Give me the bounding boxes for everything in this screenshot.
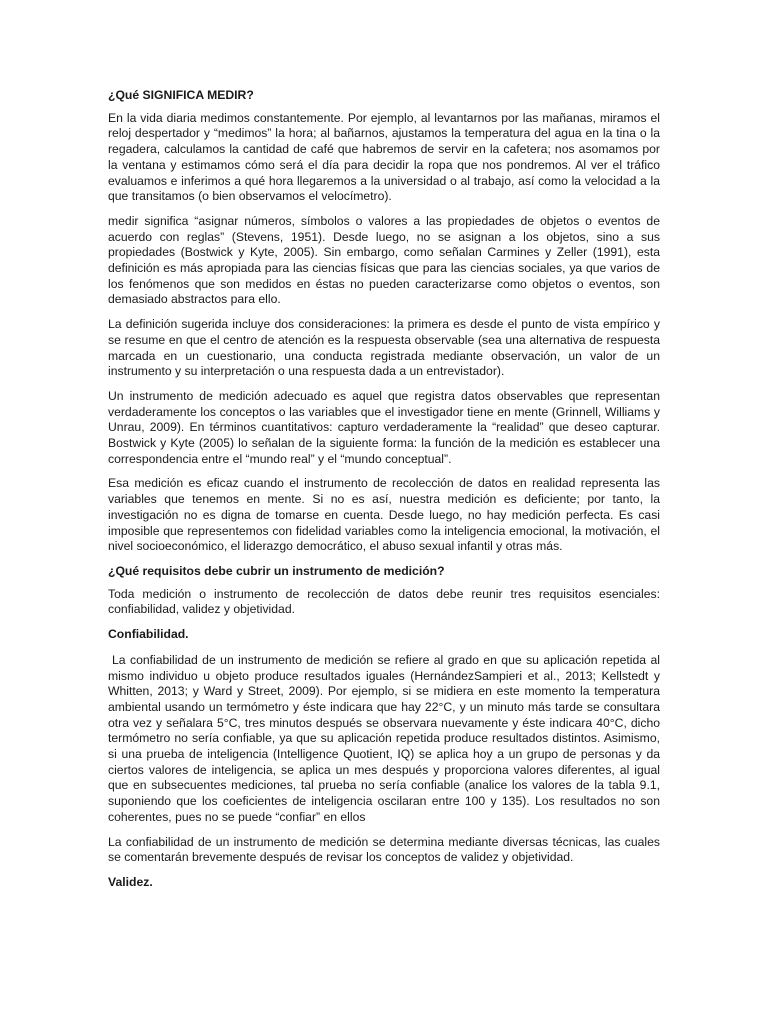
heading-confiabilidad: Confiabilidad.: [108, 627, 189, 642]
heading-requisitos: ¿Qué requisitos debe cubrir un instrumento de medición?: [108, 563, 445, 578]
heading-validez: Validez.: [108, 874, 153, 889]
paragraph-definicion-medir: medir significa “asignar números, símbolos o valores a las propiedades de objetos o eventos de acuerdo con reglas” (Stevens, 1951). Desde luego, no se asignan a los objetos, sino a sus propiedades (Bostwick y Kyte, 2005). Sin embargo, como señalan Carmines y Zeller (1991), esta definición es más apropiada para las ciencias físicas que para las ciencias sociales, ya que varios de los fenómenos que son medidos en éstas no pueden caracterizarse como objetos o eventos, son demasiado abstractos para ello.: [108, 213, 660, 307]
document-page: [108, 88, 660, 898]
paragraph-medicion-eficaz: Esa medición es eficaz cuando el instrumento de recolección de datos en realidad representa las variables que tenemos en mente. Si no es así, nuestra medición es deficiente; por tanto, la investigación no es digna de tomarse en cuenta. Desde luego, no hay medición perfecta. Es casi imposible que representemos con fidelidad variables como la inteligencia emocional, la motivación, el nivel socioeconómico, el liderazgo democrático, el abuso sexual infantil y otras más.: [108, 476, 660, 554]
paragraph-vida-diaria: En la vida diaria medimos constantemente. Por ejemplo, al levantarnos por las mañanas, miramos el reloj despertador y “medimos” la hora; al bañarnos, ajustamos la temperatura del agua en la tina o la regadera, calculamos la cantidad de café que habremos de servir en la cafetera; nos asomamos por la ventana y estimamos cómo será el día para decidir la ropa que nos pondremos. Al ver el tráfico evaluamos e inferimos a qué hora llegaremos a la universidad o al trabajo, así como la velocidad a la que transitamos (o bien observamos el velocímetro).: [108, 110, 660, 204]
heading-que-significa-medir: ¿Qué SIGNIFICA MEDIR?: [108, 88, 254, 102]
paragraph-definicion-sugerida: La definición sugerida incluye dos consideraciones: la primera es desde el punto de vista empírico y se resume en que el centro de atención es la respuesta observable (sea una alternativa de respuesta marcada en un cuestionario, una conducta registrada mediante observación, un valor de un instrumento y su interpretación o una respuesta dada a un entrevistador).: [108, 317, 660, 379]
paragraph-tecnicas-confiabilidad: La confiabilidad de un instrumento de medición se determina mediante diversas técnicas, las cuales se comentarán brevemente después de revisar los conceptos de validez y objetividad.: [108, 834, 660, 865]
paragraph-requisitos-esenciales: Toda medición o instrumento de recolección de datos debe reunir tres requisitos esenciales: confiabilidad, validez y objetividad.: [108, 586, 660, 617]
paragraph-confiabilidad: La confiabilidad de un instrumento de medición se refiere al grado en que su aplicación repetida al mismo individuo u objeto produce resultados iguales (HernándezSampieri et al., 2013; Kellstedt y Whitten, 2013; y Ward y Street, 2009). Por ejemplo, si se midiera en este momento la temperatura ambiental usando un termómetro y éste indicara que hay 22°C, y un minuto más tarde se consultara otra vez y señalara 5°C, tres minutos después se observara nuevamente y éste indicara 40°C, dicho termómetro no sería confiable, ya que su aplicación repetida produce resultados distintos. Asimismo, si una prueba de inteligencia (Intelligence Quotient, IQ) se aplica hoy a un grupo de personas y da ciertos valores de inteligencia, se aplica un mes después y proporciona valores diferentes, al igual que en subsecuentes mediciones, tal prueba no sería confiable (analice los valores de la tabla 9.1, suponiendo que los coeficientes de inteligencia oscilaran entre 100 y 135). Los resultados no son coherentes, pues no se puede “confiar” en ellos: [108, 652, 660, 824]
paragraph-instrumento-adecuado: Un instrumento de medición adecuado es aquel que registra datos observables que representan verdaderamente los conceptos o las variables que el investigador tiene en mente (Grinnell, Williams y Unrau, 2009). En términos cuantitativos: capturo verdaderamente la “realidad” que deseo capturar. Bostwick y Kyte (2005) lo señalan de la siguiente forma: la función de la medición es establecer una correspondencia entre el “mundo real” y el “mundo conceptual”.: [108, 388, 660, 466]
